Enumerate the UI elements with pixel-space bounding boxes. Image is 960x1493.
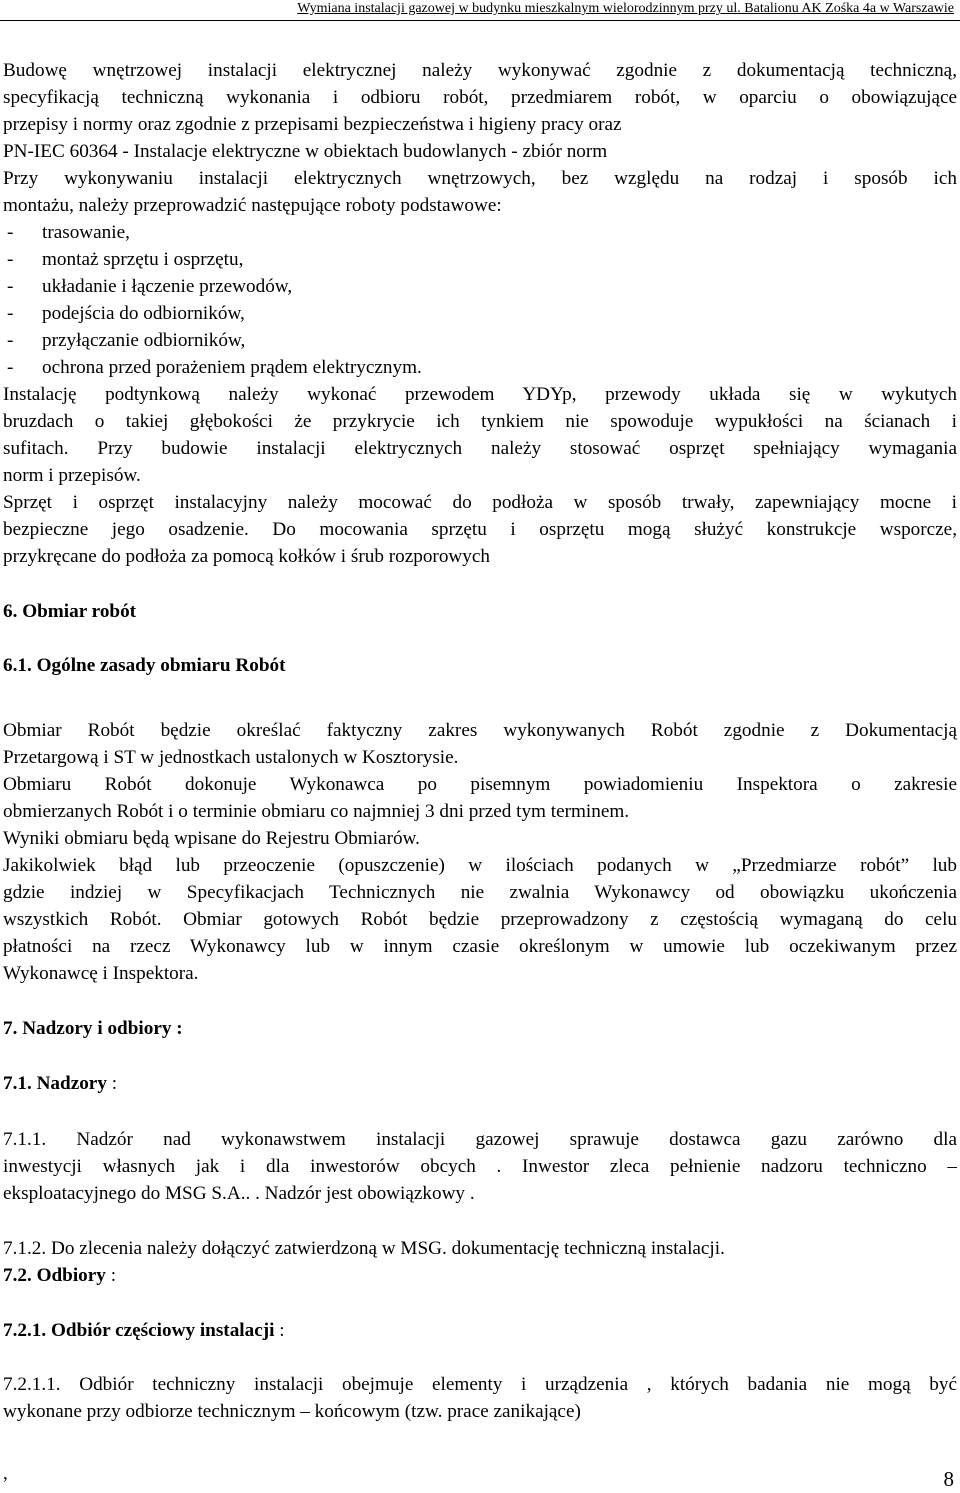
paragraph-line: obmierzanych Robót i o terminie obmiaru co najmniej 3 dni przed tym terminem. bbox=[3, 801, 630, 822]
list-item-text: montaż sprzętu i osprzętu, bbox=[42, 249, 244, 270]
paragraph-line: Instalację podtynkową należy wykonać przewodem YDYp, przewody układa się w wykutych bbox=[3, 384, 957, 405]
subsection-heading bbox=[3, 1262, 957, 1289]
paragraph-line: przykręcane do podłoża za pomocą kołków i śrub rozporowych bbox=[3, 546, 490, 567]
paragraph-line: Przetargową i ST w jednostkach ustalonych w Kosztorysie. bbox=[3, 747, 459, 768]
list-dash: - bbox=[7, 303, 14, 324]
page-header bbox=[0, 0, 960, 21]
paragraph-line: inwestycji własnych jak i dla inwestorów obcych . Inwestor zleca pełnienie nadzoru techniczno – bbox=[3, 1156, 957, 1177]
list-dash: - bbox=[7, 249, 14, 270]
section-heading: 7. Nadzory i odbiory : bbox=[3, 1018, 183, 1039]
paragraph-line: 7.1.1. Nadzór nad wykonawstwem instalacji gazowej sprawuje dostawca gazu zarówno dla bbox=[3, 1129, 957, 1150]
list-item-text: przyłączanie odbiorników, bbox=[42, 330, 246, 351]
paragraph-line: PN-IEC 60364 - Instalacje elektryczne w obiektach budowlanych - zbiór norm bbox=[3, 141, 608, 162]
paragraph-line: Obmiaru Robót dokonuje Wykonawca po pisemnym powiadomieniu Inspektora o zakresie bbox=[3, 774, 957, 795]
paragraph-line: wszystkich Robót. Obmiar gotowych Robót będzie przeprowadzony z częstością wymaganą do celu bbox=[3, 909, 957, 930]
paragraph-line: płatności na rzecz Wykonawcy lub w innym czasie określonym w umowie lub oczekiwanym przez bbox=[3, 936, 957, 957]
paragraph-line: 7.2.1.1. Odbiór techniczny instalacji obejmuje elementy i urządzenia , których badania nie mogą być bbox=[3, 1374, 957, 1395]
subsection-heading-label: 7.1. Nadzory bbox=[3, 1073, 107, 1094]
paragraph-line: Wyniki obmiaru będą wpisane do Rejestru Obmiarów. bbox=[3, 828, 420, 849]
subsection-heading: 6.1. Ogólne zasady obmiaru Robót bbox=[3, 655, 286, 676]
paragraph-line: przepisy i normy oraz zgodnie z przepisami bezpieczeństwa i higieny pracy oraz bbox=[3, 114, 622, 135]
paragraph-line: Wykonawcę i Inspektora. bbox=[3, 963, 199, 984]
paragraph-line: Sprzęt i osprzęt instalacyjny należy mocować do podłoża w sposób trwały, zapewniający mocne i bbox=[3, 492, 957, 513]
paragraph-line: Obmiar Robót będzie określać faktyczny zakres wykonywanych Robót zgodnie z Dokumentacją bbox=[3, 720, 957, 741]
paragraph-line: Budowę wnętrzowej instalacji elektrycznej należy wykonywać zgodnie z dokumentacją techniczną, bbox=[3, 60, 957, 81]
list-dash: - bbox=[7, 357, 14, 378]
paragraph-line: gdzie indziej w Specyfikacjach Technicznych nie zwalnia Wykonawcy od obowiązku ukończenia bbox=[3, 882, 957, 903]
list-item-text: układanie i łączenie przewodów, bbox=[42, 276, 293, 297]
list-dash: - bbox=[7, 276, 14, 297]
paragraph-line: Jakikolwiek błąd lub przeoczenie (opuszczenie) w ilościach podanych w „Przedmiarze robót” lub bbox=[3, 855, 957, 876]
subsection-heading-colon: : bbox=[105, 1265, 117, 1286]
paragraph-line: bruzdach o takiej głębokości że przykrycie ich tynkiem nie spowoduje wypukłości na ścianach i bbox=[3, 411, 957, 432]
paragraph-line: bezpieczne jego osadzenie. Do mocowania sprzętu i osprzętu mogą służyć konstrukcje wsporcze, bbox=[3, 519, 957, 540]
section-heading: 6. Obmiar robót bbox=[3, 601, 137, 622]
subsection-heading-colon: : bbox=[274, 1320, 285, 1341]
paragraph-line: wykonane przy odbiorze technicznym – końcowym (tzw. prace zanikające) bbox=[3, 1401, 581, 1422]
paragraph-line: montażu, należy przeprowadzić następujące roboty podstawowe: bbox=[3, 195, 502, 216]
footer-mark: , bbox=[3, 1463, 8, 1484]
subsection-heading-label: 7.2. Odbiory bbox=[3, 1265, 106, 1286]
list-item-text: podejścia do odbiorników, bbox=[42, 303, 245, 324]
list-dash: - bbox=[7, 330, 14, 351]
paragraph-line: sufitach. Przy budowie instalacji elektrycznych należy stosować osprzęt spełniający wymagania bbox=[3, 438, 957, 459]
subsection-heading bbox=[3, 1070, 957, 1097]
subsection-heading bbox=[3, 1317, 957, 1344]
subsection-heading-label: 7.2.1. Odbiór częściowy instalacji bbox=[3, 1320, 275, 1341]
page-number: 8 bbox=[943, 1467, 954, 1491]
paragraph-line: eksploatacyjnego do MSG S.A.. . Nadzór jest obowiązkowy . bbox=[3, 1183, 475, 1204]
subsection-heading-colon: : bbox=[106, 1073, 118, 1094]
paragraph-line: specyfikacją techniczną wykonania i odbioru robót, przedmiarem robót, w oparciu o obowiązujące bbox=[3, 87, 957, 108]
list-dash: - bbox=[7, 222, 14, 243]
paragraph-line: 7.1.2. Do zlecenia należy dołączyć zatwierdzoną w MSG. dokumentację techniczną instalacji. bbox=[3, 1238, 725, 1259]
header-title: Wymiana instalacji gazowej w budynku mieszkalnym wielorodzinnym przy ul. Batalionu AK Zośka 4a w Warszawie bbox=[297, 1, 954, 16]
list-item-text: ochrona przed porażeniem prądem elektrycznym. bbox=[42, 357, 422, 378]
list-item-text: trasowanie, bbox=[42, 222, 130, 243]
paragraph-line: norm i przepisów. bbox=[3, 465, 141, 486]
paragraph-line: Przy wykonywaniu instalacji elektrycznych wnętrzowych, bez względu na rodzaj i sposób ich bbox=[3, 168, 957, 189]
